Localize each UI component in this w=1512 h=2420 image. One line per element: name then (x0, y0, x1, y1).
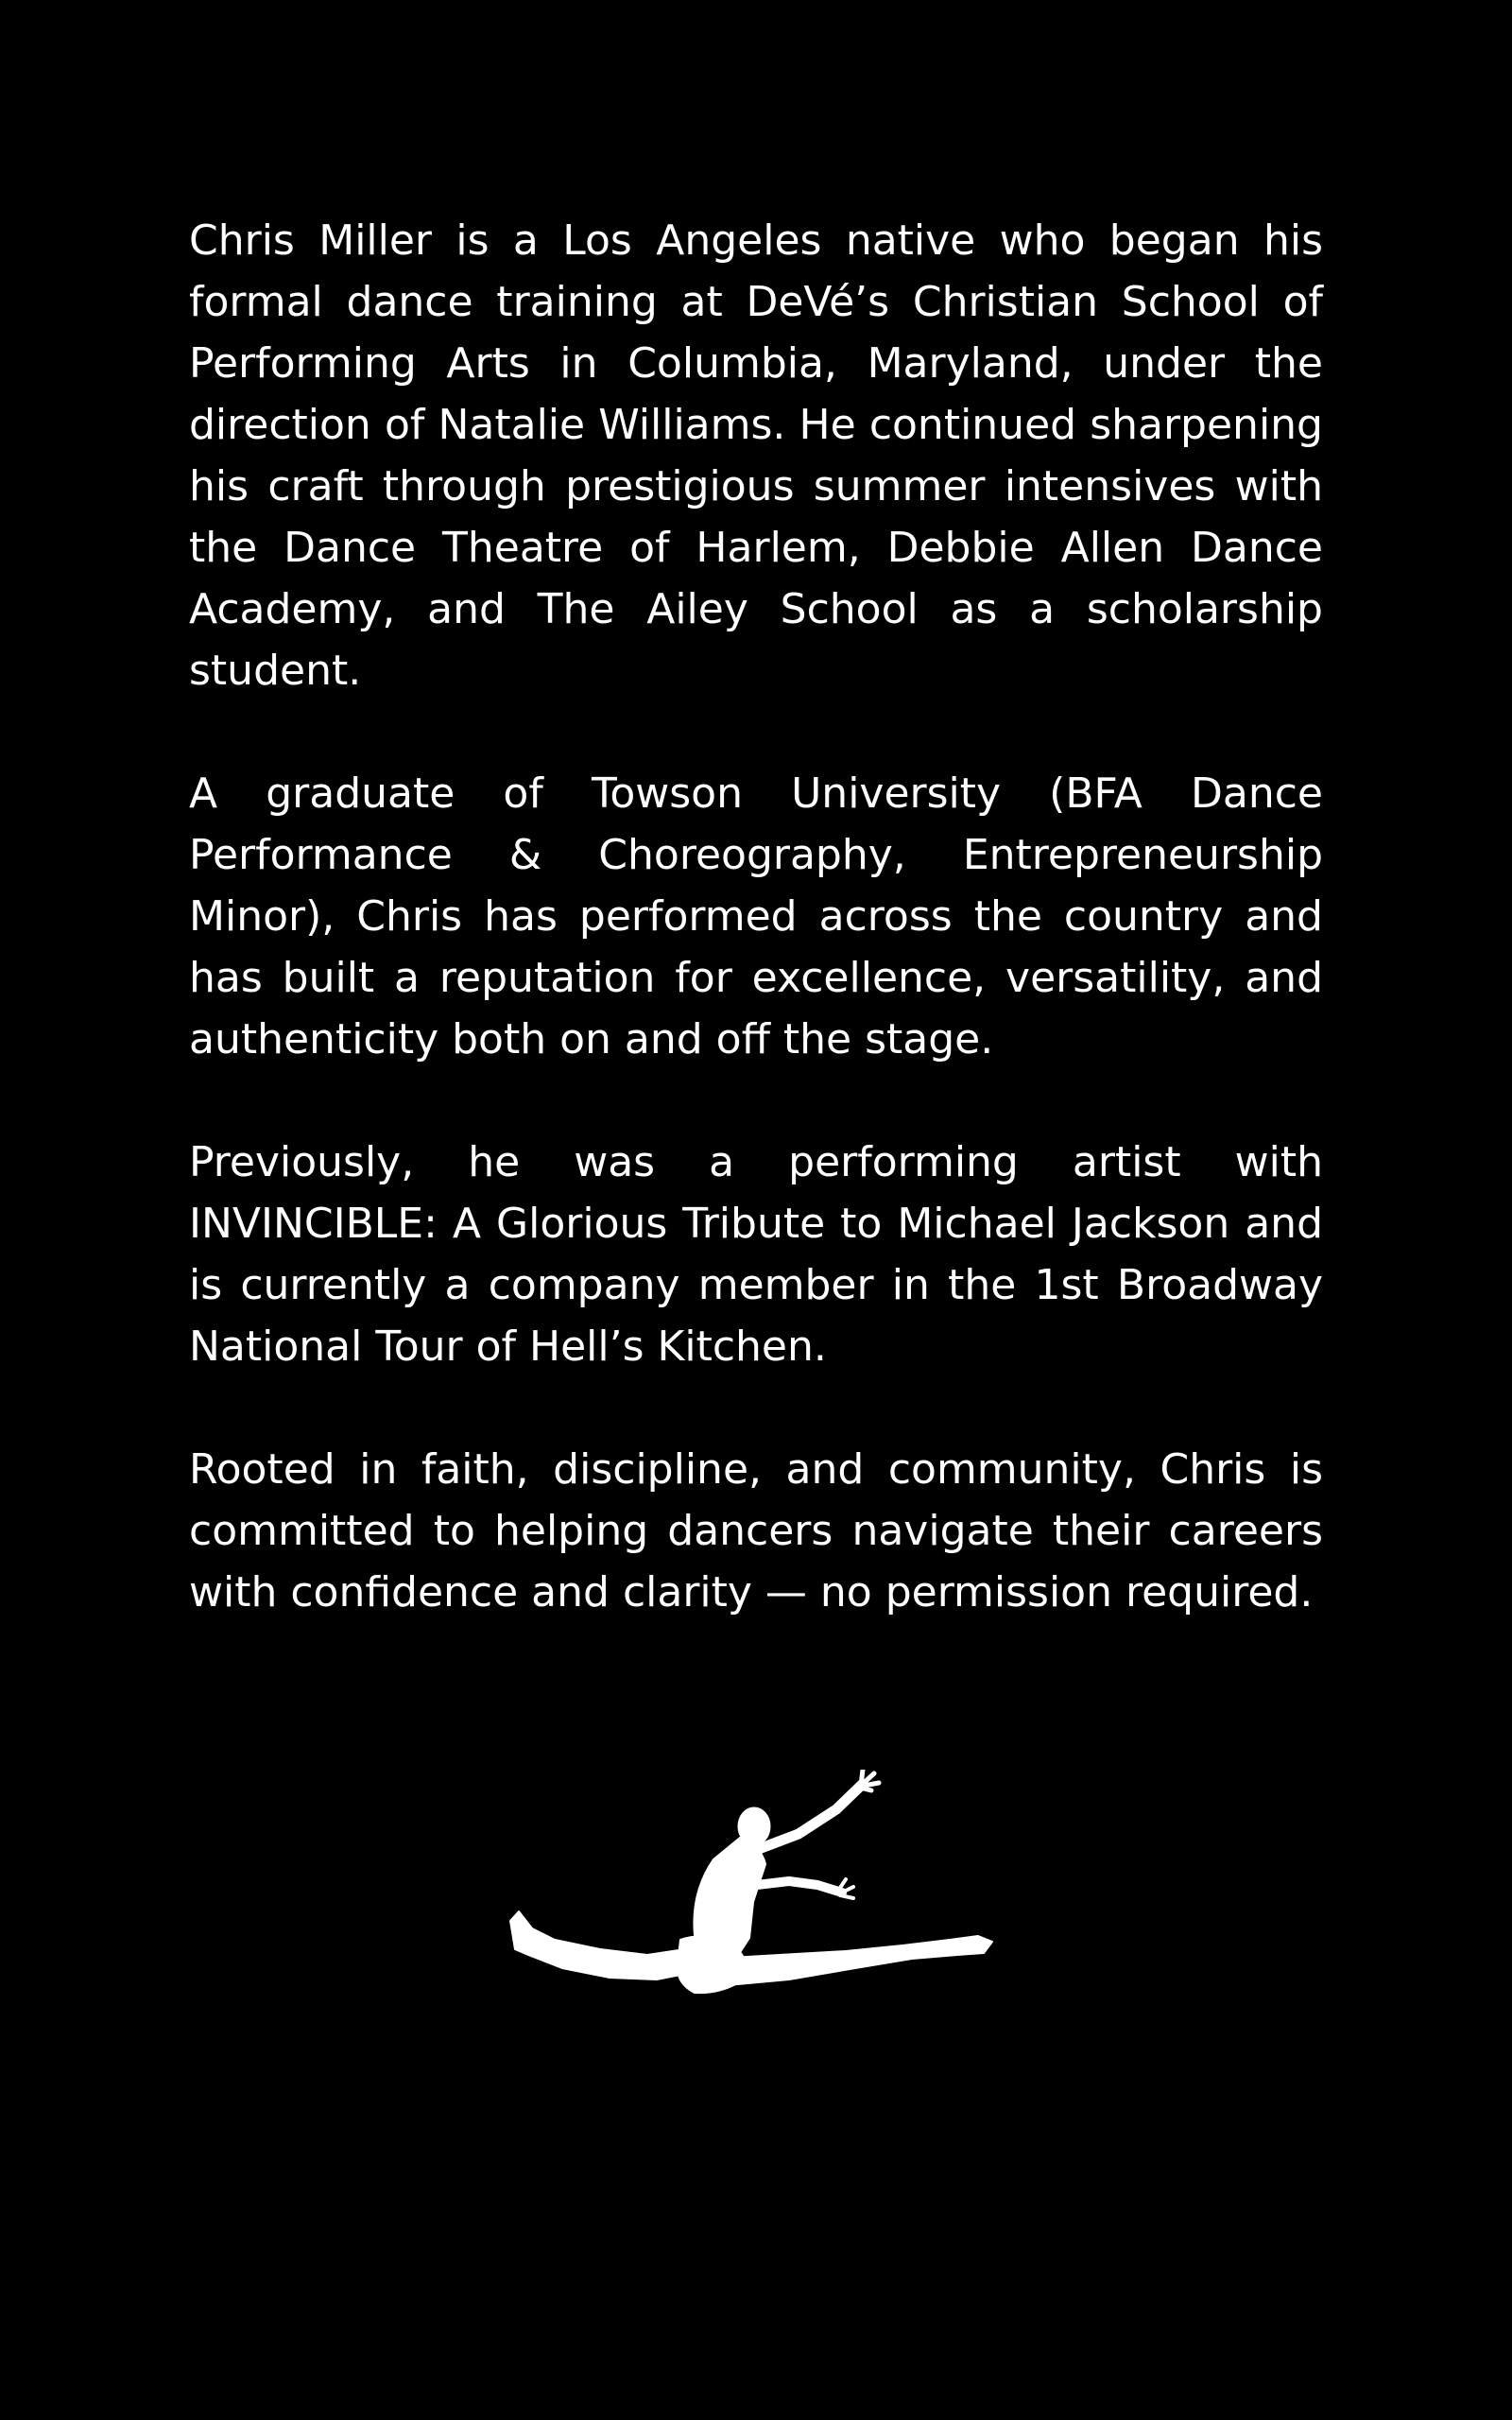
bio-text (189, 210, 1323, 1623)
bio-paragraph-training: Chris Miller is a Los Angeles native who began his formal dance training at DeVé’s Christian School of Performing Arts in Columbia, Maryland, under the direction of Natalie Williams. He continued sharpening his craft through prestigious summer intensives with the Dance Theatre of Harlem, Debbie Allen Dance Academy, and The Ailey School as a scholarship student. (189, 216, 1323, 695)
bio-paragraph-education: A graduate of Towson University (BFA Dance Performance & Choreography, Entrepreneurship Minor), Chris has performed across the country and has built a reputation for excellence, versatility, and authenticity both on and off the stage. (189, 769, 1323, 1063)
leaping-dancer-icon (506, 1770, 997, 2027)
bio-paragraph-mission: Rooted in faith, discipline, and community, Chris is committed to helping dancers navigate their careers with confidence and clarity — no permission required. (189, 1445, 1323, 1616)
bio-paragraph-career: Previously, he was a performing artist with INVINCIBLE: A Glorious Tribute to Michael Jackson and is currently a company member in the 1st Broadway National Tour of Hell’s Kitchen. (189, 1138, 1323, 1371)
